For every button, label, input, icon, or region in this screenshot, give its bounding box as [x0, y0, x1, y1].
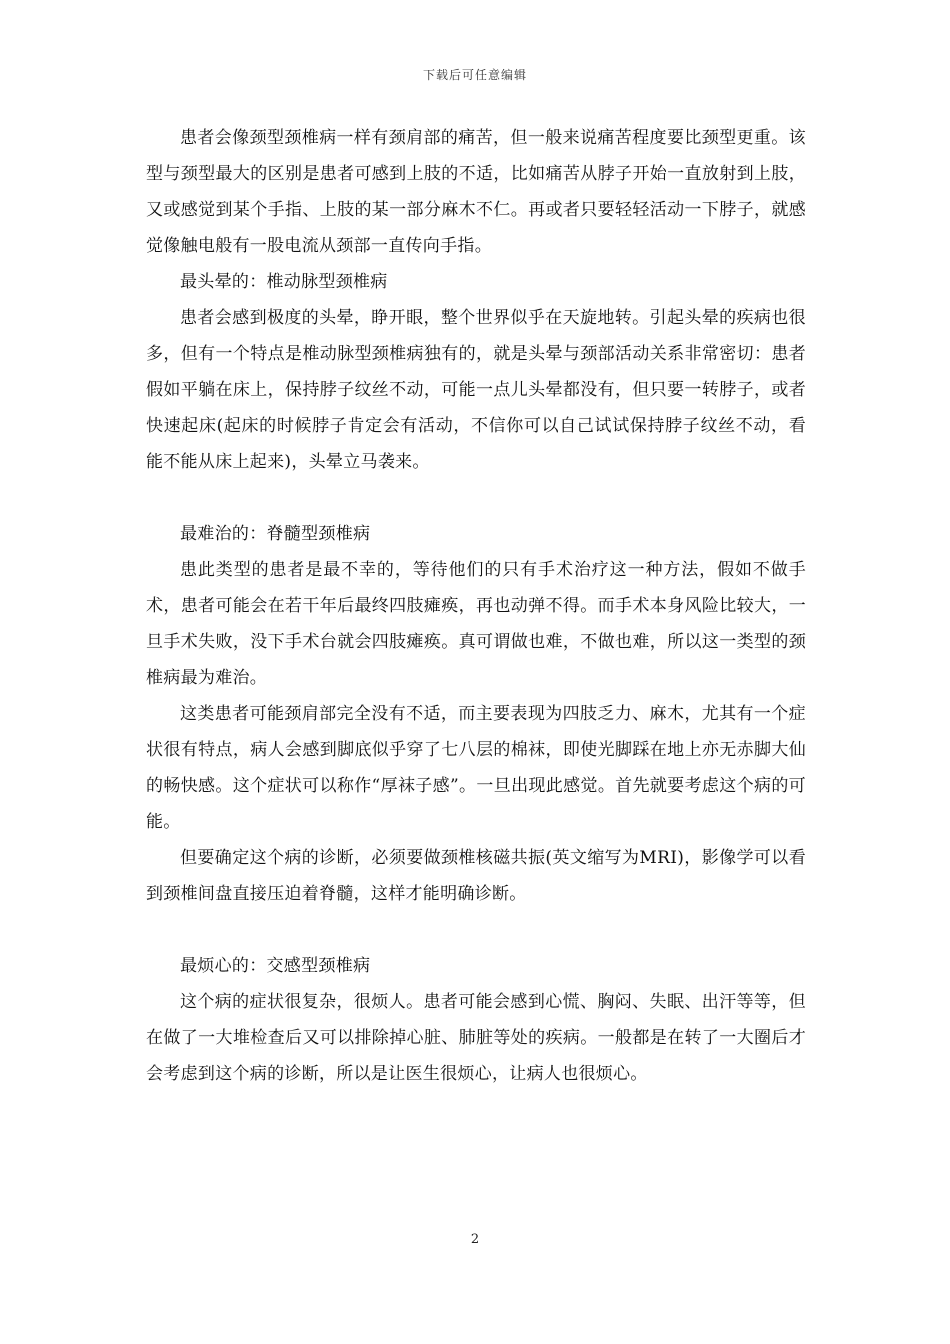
section-heading: 最头晕的：椎动脉型颈椎病 — [180, 272, 388, 292]
paragraph: 但要确定这个病的诊断，必须要做颈椎核磁共振(英文缩写为MRI)，影像学可以看到颈椎间盘直接压迫着脊髓，这样才能明确诊断。 — [146, 848, 806, 904]
paragraph: 患此类型的患者是最不幸的，等待他们的只有手术治疗这一种方法，假如不做手术，患者可能会在若干年后最终四肢瘫痪，再也动弹不得。而手术本身风险比较大，一旦手术失败，没下手术台就会四肢瘫痪。真可谓做也难，不做也难，所以这一类型的颈椎病最为难治。 — [146, 560, 806, 688]
paragraph: 患者会感到极度的头晕，睁开眼，整个世界似乎在天旋地转。引起头晕的疾病也很多，但有一个特点是椎动脉型颈椎病独有的，就是头晕与颈部活动关系非常密切：患者假如平躺在床上，保持脖子纹丝不动，可能一点儿头晕都没有，但只要一转脖子，或者快速起床(起床的时候脖子肯定会有活动，不信你可以自己试试保持脖子纹丝不动，看能不能从床上起来)，头晕立马袭来。 — [146, 308, 806, 472]
document-body — [146, 120, 806, 1092]
section-heading: 最难治的：脊髓型颈椎病 — [180, 524, 371, 544]
page-header: 下载后可任意编辑 — [422, 68, 527, 82]
paragraph: 这类患者可能颈肩部完全没有不适，而主要表现为四肢乏力、麻木，尤其有一个症状很有特点，病人会感到脚底似乎穿了七八层的棉袜，即使光脚踩在地上亦无赤脚大仙的畅快感。这个症状可以称作“厚袜子感”。一旦出现此感觉。首先就要考虑这个病的可能。 — [146, 704, 806, 832]
section-spacer — [146, 912, 806, 948]
page-number: 2 — [470, 1232, 480, 1247]
section-spacer — [146, 480, 806, 516]
paragraph: 这个病的症状很复杂，很烦人。患者可能会感到心慌、胸闷、失眠、出汗等等，但在做了一大堆检查后又可以排除掉心脏、肺脏等处的疾病。一般都是在转了一大圈后才会考虑到这个病的诊断，所以是让医生很烦心，让病人也很烦心。 — [146, 992, 806, 1084]
paragraph: 患者会像颈型颈椎病一样有颈肩部的痛苦，但一般来说痛苦程度要比颈型更重。该型与颈型最大的区别是患者可感到上肢的不适，比如痛苦从脖子开始一直放射到上肢，又或感觉到某个手指、上肢的某一部分麻木不仁。再或者只要轻轻活动一下脖子，就感觉像触电般有一股电流从颈部一直传向手指。 — [146, 128, 806, 256]
section-heading: 最烦心的：交感型颈椎病 — [180, 956, 371, 976]
